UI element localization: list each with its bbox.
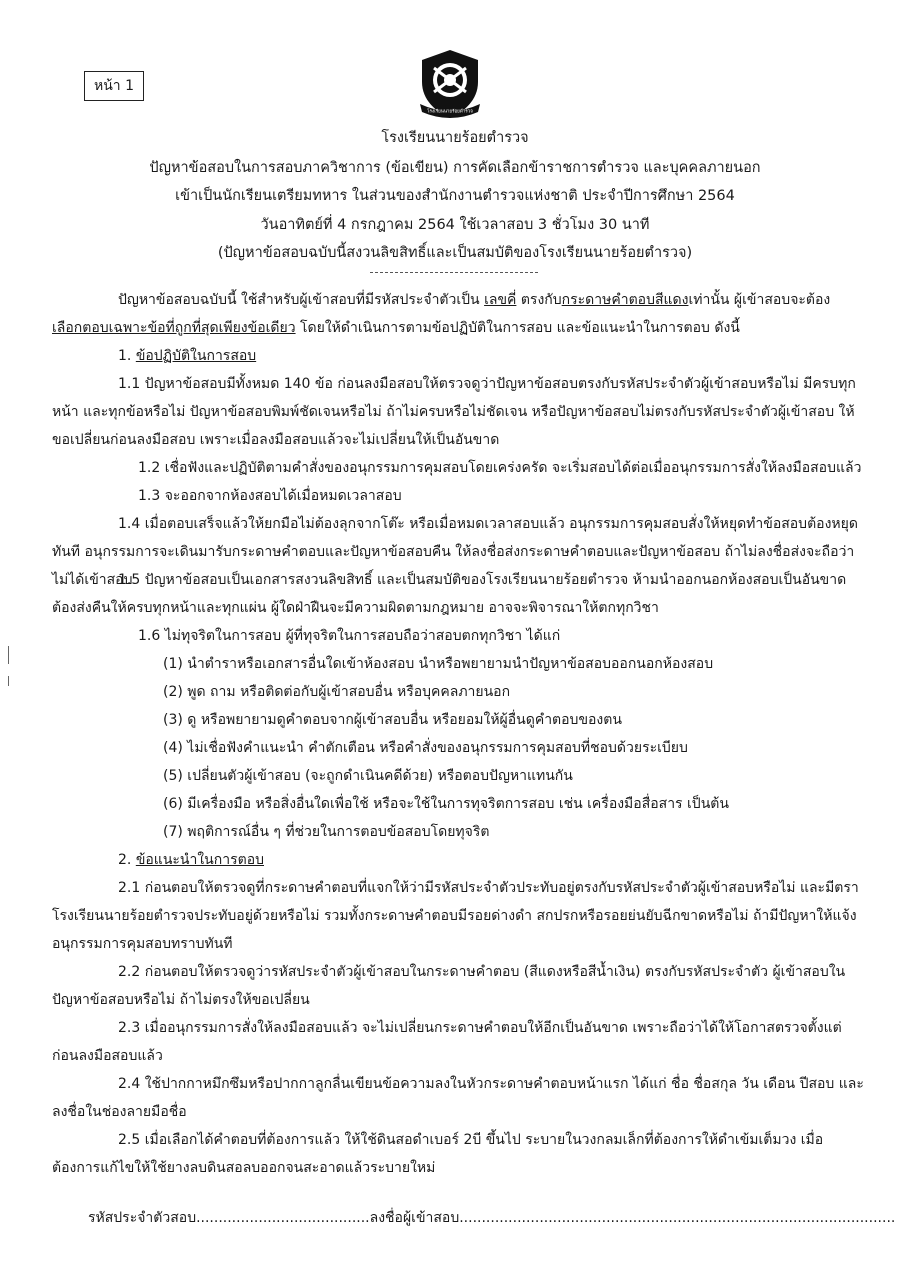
section2-title: ข้อแนะนำในการตอบ — [135, 852, 264, 868]
list-item: (6) มีเครื่องมือ หรือสิ่งอื่นใดเพื่อใช้ หรือจะใช้ในการทุจริตการสอบ เช่น เครื่องมือสื่อสาร เป็นต้น — [163, 796, 729, 812]
list-item: (4) ไม่เชื่อฟังคำแนะนำ คำตักเตือน หรือคำสั่งของอนุกรรมการคุมสอบที่ชอบด้วยระเบียบ — [163, 740, 688, 756]
advice-2-2: 2.2 ก่อนตอบให้ตรวจดูว่ารหัสประจำตัวผู้เข้าสอบในกระดาษคำตอบ (สีแดงหรือสีน้ำเงิน) ตรงกับรหัสประจำตัว ผู้เข้าสอบในปัญหาข้อสอบหรือไม่ ถ้าไม่ตรงให้ขอเปลี่ยน — [52, 964, 846, 1008]
header-school-name: โรงเรียนนายร้อยตำรวจ — [381, 130, 529, 146]
page-number-label: หน้า 1 — [93, 78, 135, 94]
advice-2-5: 2.5 เมื่อเลือกได้คำตอบที่ต้องการแล้ว ให้ใช้ดินสอดำเบอร์ 2บี ขึ้นไป ระบายในวงกลมเล็กที่ต้องการให้ดำเข้มเต็มวง เมื่อต้องการแก้ไขให้ใช้ยางลบดินสอลบออกจนสะอาดแล้วระบายใหม่ — [52, 1132, 824, 1176]
header-divider — [370, 272, 538, 273]
rule-1-5: 1.5 ปัญหาข้อสอบเป็นเอกสารสงวนลิขสิทธิ์ และเป็นสมบัติของโรงเรียนนายร้อยตำรวจ ห้ามนำออกนอกห้องสอบเป็นอันขาด ต้องส่งคืนให้ครบทุกหน้าและทุกแผ่น ผู้ใดฝ่าฝืนจะมีความผิดตามกฎหมาย อาจจะพิจารณาให้ตกทุกวิชา — [52, 572, 847, 616]
seal-ribbon-text: โรงเรียนนายร้อยตำรวจ — [427, 109, 473, 115]
list-item: (5) เปลี่ยนตัวผู้เข้าสอบ (จะถูกดำเนินคดีด้วย) หรือตอบปัญหาแทนกัน — [163, 768, 573, 784]
intro-text-3: เท่านั้น ผู้เข้าสอบจะต้อง — [688, 292, 831, 308]
rule-1-4: 1.4 เมื่อตอบเสร็จแล้วให้ยกมือไม่ต้องลุกจากโต๊ะ หรือเมื่อหมดเวลาสอบแล้ว อนุกรรมการคุมสอบสั่งให้หยุดทำข้อสอบต้องหยุดทันที อนุกรรมการจะเดินมารับกระดาษคำตอบและปัญหาข้อสอบคืน ให้ลงชื่อส่งกระดาษคำตอบและปัญหาข้อสอบ ถ้าไม่ลงชื่อส่งจะถือว่าไม่ได้เข้าสอบ — [52, 516, 858, 588]
intro-text-1: ปัญหาข้อสอบฉบับนี้ ใช้สำหรับผู้เข้าสอบที่มีรหัสประจำตัวเป็น — [118, 292, 485, 308]
intro-text-4: โดยให้ดำเนินการตามข้อปฏิบัติในการสอบ และข้อแนะนำในการตอบ ดังนี้ — [295, 320, 740, 336]
intro-odd-number: เลขคี่ — [484, 292, 517, 308]
list-item: (3) ดู หรือพยายามดูคำตอบจากผู้เข้าสอบอื่น หรือยอมให้ผู้อื่นดูคำตอบของตน — [163, 712, 622, 728]
intro-red-answer-sheet: กระดาษคำตอบสีแดง — [561, 292, 689, 308]
section2-heading — [118, 846, 264, 874]
rule-1-6: 1.6 ไม่ทุจริตในการสอบ ผู้ที่ทุจริตในการสอบถือว่าสอบตกทุกวิชา ได้แก่ — [138, 628, 561, 644]
school-seal-icon — [414, 48, 486, 120]
rule-1-2: 1.2 เชื่อฟังและปฏิบัติตามคำสั่งของอนุกรรมการคุมสอบโดยเคร่งครัด จะเริ่มสอบได้ต่อเมื่ออนุกรรมการสั่งให้ลงมือสอบแล้ว — [138, 460, 862, 476]
section1-title: ข้อปฏิบัติในการสอบ — [135, 348, 257, 364]
list-item: (7) พฤติการณ์อื่น ๆ ที่ช่วยในการตอบข้อสอบโดยทุจริต — [163, 824, 490, 840]
section1-number: 1. — [118, 348, 136, 364]
scan-mark — [8, 676, 9, 686]
intro-choose-one: เลือกตอบเฉพาะข้อที่ถูกที่สุดเพียงข้อเดียว — [52, 320, 296, 336]
advice-2-3: 2.3 เมื่ออนุกรรมการสั่งให้ลงมือสอบแล้ว จะไม่เปลี่ยนกระดาษคำตอบให้อีกเป็นอันขาด เพราะถือว่าได้ให้โอกาสตรวจตั้งแต่ก่อนลงมือสอบแล้ว — [52, 1020, 842, 1064]
scan-mark — [8, 646, 9, 664]
intro-paragraph — [52, 286, 864, 342]
header-exam-title: ปัญหาข้อสอบในการสอบภาควิชาการ (ข้อเขียน) การคัดเลือกข้าราชการตำรวจ และบุคคลภายนอก — [149, 160, 761, 176]
header-date-time: วันอาทิตย์ที่ 4 กรกฎาคม 2564 ใช้เวลาสอบ 3 ชั่วโมง 30 นาที — [260, 217, 650, 233]
advice-2-4: 2.4 ใช้ปากกาหมึกซึมหรือปากกาลูกลื่นเขียนข้อความลงในหัวกระดาษคำตอบหน้าแรก ได้แก่ ชื่อ ชื่อสกุล วัน เดือน ปีสอบ และลงชื่อในช่องลายมือชื่อ — [52, 1076, 864, 1120]
rule-1-1: 1.1 ปัญหาข้อสอบมีทั้งหมด 140 ข้อ ก่อนลงมือสอบให้ตรวจดูว่าปัญหาข้อสอบตรงกับรหัสประจำตัวผู้เข้าสอบหรือไม่ มีครบทุกหน้า และทุกข้อหรือไม่ ปัญหาข้อสอบพิมพ์ชัดเจนหรือไม่ ถ้าไม่ครบหรือไม่ชัดเจน หรือปัญหาข้อสอบไม่ตรงกับรหัสประจำตัวผู้เข้าสอบ ให้ขอเปลี่ยนก่อนลงมือสอบ เพราะเมื่อลงมือสอบแล้วจะไม่เปลี่ยนให้เป็นอันขาด — [52, 376, 856, 448]
section2-number: 2. — [118, 852, 136, 868]
advice-2-1: 2.1 ก่อนตอบให้ตรวจดูที่กระดาษคำตอบที่แจกให้ว่ามีรหัสประจำตัวประทับอยู่ตรงกับรหัสประจำตัวผู้เข้าสอบหรือไม่ และมีตราโรงเรียนนายร้อยตำรวจประทับอยู่ด้วยหรือไม่ รวมทั้งกระดาษคำตอบมีรอยด่างดำ สกปรกหรือรอยย่นยับฉีกขาดหรือไม่ ถ้ามีปัญหาให้แจ้งอนุกรรมการคุมสอบทราบทันที — [52, 880, 859, 952]
rule-1-3: 1.3 จะออกจากห้องสอบได้เมื่อหมดเวลาสอบ — [138, 488, 402, 504]
list-item: (2) พูด ถาม หรือติดต่อกับผู้เข้าสอบอื่น หรือบุคคลภายนอก — [163, 684, 511, 700]
page-number-box — [84, 71, 144, 101]
section1-heading — [118, 342, 256, 370]
signature-line: รหัสประจำตัวสอบ.......................................ลงชื่อผู้เข้าสอบ.................................................................................................. — [88, 1210, 896, 1226]
header-copyright: (ปัญหาข้อสอบฉบับนี้สงวนลิขสิทธิ์และเป็นสมบัติของโรงเรียนนายร้อยตำรวจ) — [217, 245, 693, 261]
header-program: เข้าเป็นนักเรียนเตรียมทหาร ในส่วนของสำนักงานตำรวจแห่งชาติ ประจำปีการศึกษา 2564 — [175, 188, 735, 204]
intro-text-2: ตรงกับ — [516, 292, 562, 308]
list-item: (1) นำตำราหรือเอกสารอื่นใดเข้าห้องสอบ นำหรือพยายามนำปัญหาข้อสอบออกนอกห้องสอบ — [163, 656, 714, 672]
